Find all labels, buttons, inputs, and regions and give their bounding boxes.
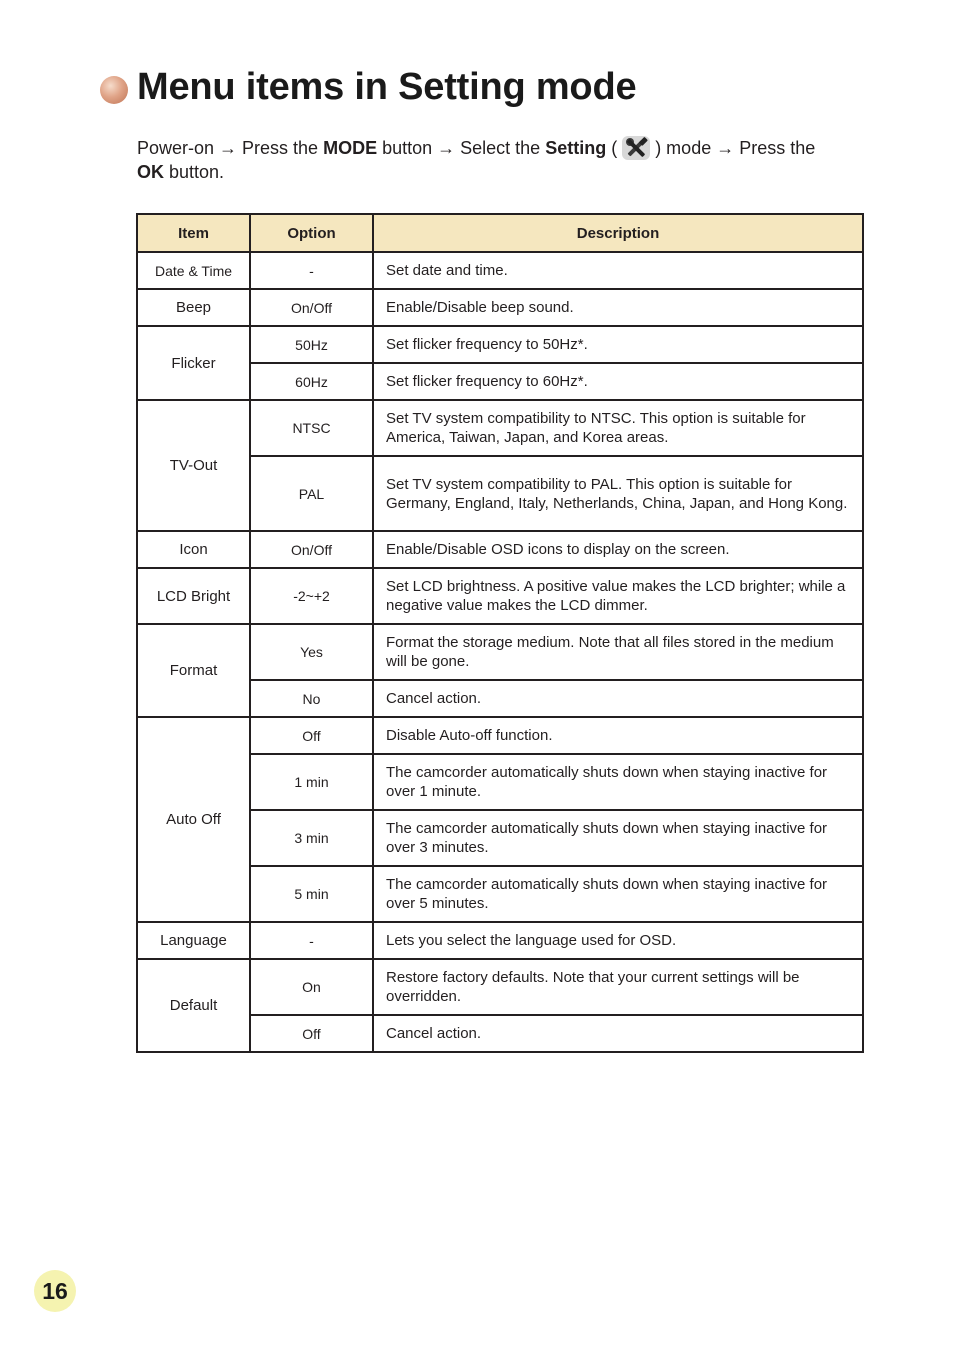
option-cell: On [250,959,373,1015]
description-cell: Set flicker frequency to 50Hz*. [373,326,863,363]
mode-button-name: MODE [323,138,378,158]
option-cell: Yes [250,624,373,680]
description-cell: The camcorder automatically shuts down when staying inactive for over 3 minutes. [373,810,863,866]
option-cell: On/Off [250,531,373,568]
table-row [137,400,863,456]
setting-tools-icon [621,135,651,161]
option-cell: Off [250,1015,373,1052]
header-item: Item [137,214,250,252]
header-option: Option [250,214,373,252]
item-cell: TV-Out [137,400,250,531]
item-cell: Default [137,959,250,1052]
option-cell: PAL [250,456,373,531]
intro-text-part: button → Select the [377,138,546,158]
item-cell: Format [137,624,250,717]
option-cell: 50Hz [250,326,373,363]
intro-text-part: button. [164,162,225,182]
option-cell: NTSC [250,400,373,456]
description-cell: Cancel action. [373,680,863,717]
description-cell: Cancel action. [373,1015,863,1052]
description-cell: Enable/Disable OSD icons to display on the screen. [373,531,863,568]
title-bullet [100,76,128,104]
item-cell: Auto Off [137,717,250,922]
description-cell: The camcorder automatically shuts down when staying inactive for over 1 minute. [373,754,863,810]
item-cell: Date & Time [137,252,250,289]
description-cell: Lets you select the language used for OSD. [373,922,863,959]
item-cell: Icon [137,531,250,568]
intro-text [137,135,847,184]
table-row [137,289,863,326]
intro-text-part: ( [606,138,618,158]
table-row [137,252,863,289]
settings-menu-table [136,213,864,1053]
option-cell: - [250,252,373,289]
table-row [137,568,863,624]
table-row [137,326,863,363]
table-row [137,959,863,1015]
description-cell: Set TV system compatibility to NTSC. This option is suitable for America, Taiwan, Japan, and Korea areas. [373,400,863,456]
item-cell: Language [137,922,250,959]
page-number: 16 [34,1270,76,1312]
intro-text-part: Power-on → Press the [137,138,324,158]
option-cell: Off [250,717,373,754]
table-row [137,922,863,959]
page-title: Menu items in Setting mode [137,66,637,108]
table-row [137,531,863,568]
option-cell: On/Off [250,289,373,326]
description-cell: Set flicker frequency to 60Hz*. [373,363,863,400]
setting-mode-name: Setting [545,138,607,158]
header-description: Description [373,214,863,252]
table-header-row [137,214,863,252]
description-cell: Set TV system compatibility to PAL. This option is suitable for Germany, England, Italy, Netherlands, China, Japan, and Hong Kong. [373,456,863,531]
table-row [137,717,863,754]
description-cell: Enable/Disable beep sound. [373,289,863,326]
option-cell: -2~+2 [250,568,373,624]
item-cell: Flicker [137,326,250,400]
item-cell: Beep [137,289,250,326]
option-cell: No [250,680,373,717]
option-cell: 5 min [250,866,373,922]
intro-text-part: ) mode → Press the [655,138,816,158]
description-cell: The camcorder automatically shuts down when staying inactive for over 5 minutes. [373,866,863,922]
table-row [137,624,863,680]
description-cell: Set LCD brightness. A positive value makes the LCD brighter; while a negative value makes the LCD dimmer. [373,568,863,624]
description-cell: Restore factory defaults. Note that your current settings will be overridden. [373,959,863,1015]
option-cell: 1 min [250,754,373,810]
option-cell: - [250,922,373,959]
item-cell: LCD Bright [137,568,250,624]
description-cell: Set date and time. [373,252,863,289]
ok-button-name: OK [137,162,164,182]
description-cell: Disable Auto-off function. [373,717,863,754]
description-cell: Format the storage medium. Note that all files stored in the medium will be gone. [373,624,863,680]
option-cell: 60Hz [250,363,373,400]
option-cell: 3 min [250,810,373,866]
